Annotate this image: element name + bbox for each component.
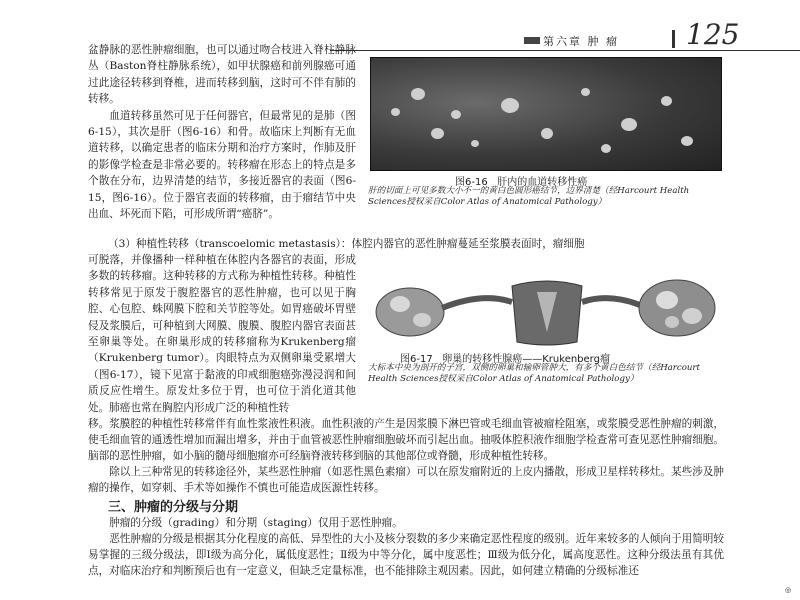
paragraph: 盆静脉的恶性肿瘤细胞，也可以通过吻合枝进入脊柱静脉丛（Baston脊柱静脉系统），如甲状腺癌和前列腺癌可通过此途径转移到脊椎，进而转移到脑，这时可不伴有肺的转移。: [88, 44, 356, 106]
paragraph: 肿瘤的分级（grading）和分期（staging）仅用于恶性肿瘤。: [109, 517, 403, 529]
figure-17-caption-text: 大标本中央为剖开的子宫，双侧的卵巢和输卵管肿大，有多个黄白色结节（经Harcourt Health Sciences授权采自Color Atlas of Anatomical Pathology）: [368, 363, 700, 385]
figure-16-caption-text: 肝的切面上可见多数大小不一的黄白色圆形癌结节，边界清楚（经Harcourt Health Sciences授权采自Color Atlas of Anatomical Pathology）: [368, 186, 690, 208]
footer-mark: ◎: [785, 586, 792, 594]
chapter-marker: [524, 37, 540, 44]
section-title: 三、肿瘤的分级与分期: [108, 500, 239, 515]
figure-liver-metastasis-image: [370, 57, 722, 171]
chapter-title: 第六章 肿 瘤: [543, 35, 619, 48]
figure-krukenberg-ovaries-image: [372, 272, 717, 348]
page-number: 125: [686, 18, 740, 51]
paragraph-seeding-lead: （3）种植性转移（transcoelomic metastasis）：体腔内器官的恶性肿瘤蔓延至浆膜表面时，瘤细胞: [108, 238, 585, 250]
left-column: [88, 42, 356, 222]
page-number-divider: [672, 30, 675, 48]
figure-16-label: 图6-16: [455, 177, 488, 188]
section-body: [88, 515, 724, 579]
full-width-text: [88, 416, 724, 496]
paragraph: 恶性肿瘤的分级是根据其分化程度的高低、异型性的大小及核分裂数的多少来确定恶性程度的级别。近年来较多的人倾向于用简明较易掌握的三级分级法，即Ⅰ级为高分化，属低度恶性；Ⅱ级为中等分化，属中度恶性；Ⅲ级为低分化，属高度恶性。这种分级法虽有其优点，对临床治疗和判断预后也有一定意义，但缺乏定量标准，也不能排除主观因素。因此，如何建立精确的分级标准还: [88, 533, 724, 578]
paragraph: 血道转移虽然可见于任何器官，但最常见的是肺（图6-15），其次是肝（图6-16）和骨。故临床上判断有无血道转移，以确定患者的临床分期和治疗方案时，作肺及肝的影像学检查是非常必要的。转移瘤在形态上的特点是多个散在分布，边界清楚的结节，多接近器官的表面（图6-15，图6-16）。位于器官表面的转移瘤，由于瘤结节中央出血、坏死而下陷，可形成所谓“癌脐”。: [88, 109, 356, 221]
figure-17-label: 图6-17: [400, 354, 433, 365]
paragraph: 移。浆膜腔的种植性转移常伴有血性浆液性积液。血性积液的产生是因浆膜下淋巴管或毛细血管被瘤栓阻塞，或浆膜受恶性肿瘤的刺激，使毛细血管的通透性增加而漏出增多，并由于血管被恶性肿瘤细胞破坏而引起出血。抽吸体腔积液作细胞学检查常可查见恶性肿瘤细胞。脑部的恶性肿瘤，如小脑的髓母细胞瘤亦可经脑脊液转移到脑的其他部位或脊髓，形成种植性转移。: [88, 418, 724, 463]
figure-17-title: 卵巢的转移性腺癌——Krukenberg瘤: [442, 354, 610, 365]
figure-16-title: 肝内的血道转移性癌: [497, 177, 588, 188]
paragraph-seeding-continued: 可脱落，并像播种一样种植在体腔内各器官的表面，形成多数的转移瘤。这种转移的方式称为种植性转移。种植性转移常见于原发于腹腔器官的恶性肿瘤，也可以见于胸腔、心包腔、蛛网膜下腔和关节腔等处。如胃癌破坏胃壁侵及浆膜后，可种植到大网膜、腹膜、腹腔内器官表面甚至卵巢等处。在卵巢形成的转移瘤称为Krukenberg瘤（Krukenberg tumor）。肉眼特点为双侧卵巢受累增大（图6-17），镜下见富于黏液的印戒细胞癌弥漫浸润和间质反应性增生。原发灶多位于胃，也可位于消化道其他处。肺癌也常在胸腔内形成广泛的种植性转: [88, 254, 356, 414]
paragraph: 除以上三种常见的转移途径外，某些恶性肿瘤（如恶性黑色素瘤）可以在原发瘤附近的上皮内播散，形成卫星样转移灶。某些涉及肿瘤的操作，如穿刺、手术等如操作不慎也可能造成医源性转移。: [88, 466, 724, 495]
